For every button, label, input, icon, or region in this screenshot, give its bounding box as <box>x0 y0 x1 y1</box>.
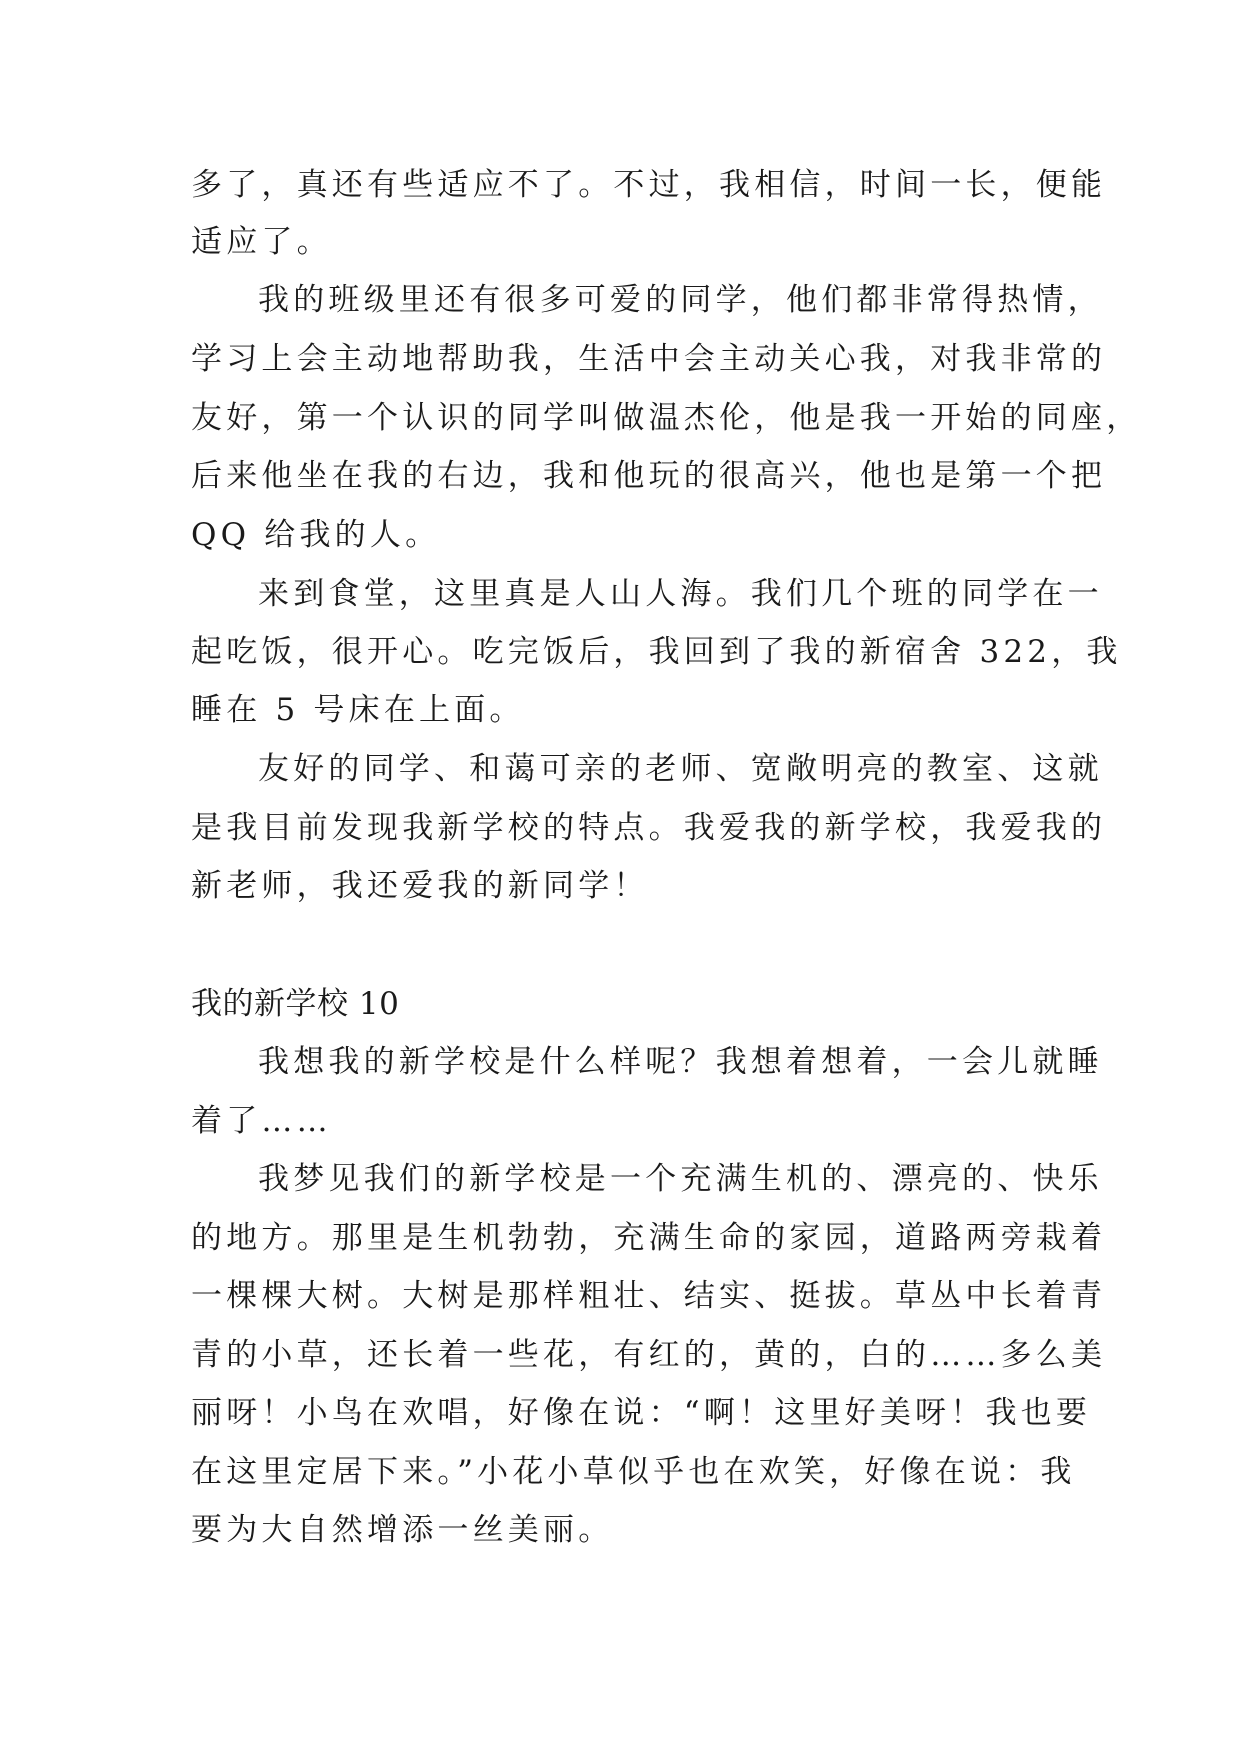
section-title: 我的新学校 10 <box>191 986 400 1022</box>
paragraph-start-line: 我想我的新学校是什么样呢？我想着想着，一会儿就睡 <box>258 1044 1103 1080</box>
text-line: 友好，第一个认识的同学叫做温杰伦，他是我一开始的同座， <box>191 400 1142 436</box>
text-line: 青的小草，还长着一些花，有红的，黄的，白的……多么美 <box>191 1337 1107 1373</box>
paragraph-start-line: 我梦见我们的新学校是一个充满生机的、漂亮的、快乐 <box>258 1161 1103 1197</box>
text-line: 新老师，我还爱我的新同学！ <box>191 868 649 904</box>
text-line: QQ 给我的人。 <box>191 517 441 553</box>
paragraph-start-line: 友好的同学、和蔼可亲的老师、宽敞明亮的教室、这就 <box>258 751 1103 787</box>
text-line: 要为大自然增添一丝美丽。 <box>191 1512 614 1548</box>
text-line: 学习上会主动地帮助我，生活中会主动关心我，对我非常的 <box>191 341 1107 377</box>
text-line: 睡在 5 号床在上面。 <box>191 692 525 728</box>
text-line: 丽呀！小鸟在欢唱，好像在说：“啊！这里好美呀！我也要 <box>191 1395 1092 1431</box>
paragraph-start-line: 来到食堂，这里真是人山人海。我们几个班的同学在一 <box>258 576 1103 612</box>
text-line: 起吃饭，很开心。吃完饭后，我回到了我的新宿舍 322，我 <box>191 634 1122 670</box>
text-line: 适应了。 <box>191 224 332 260</box>
text-line: 多了，真还有些适应不了。不过，我相信，时间一长，便能 <box>191 167 1107 203</box>
paragraph-start-line: 我的班级里还有很多可爱的同学，他们都非常得热情， <box>258 282 1103 318</box>
text-line: 着了…… <box>191 1103 332 1139</box>
text-line: 后来他坐在我的右边，我和他玩的很高兴，他也是第一个把 <box>191 458 1107 494</box>
text-line: 一棵棵大树。大树是那样粗壮、结实、挺拔。草丛中长着青 <box>191 1278 1107 1314</box>
text-line: 的地方。那里是生机勃勃，充满生命的家园，道路两旁栽着 <box>191 1220 1107 1256</box>
text-line: 在这里定居下来。”小花小草似乎也在欢笑，好像在说：我 <box>191 1454 1076 1490</box>
text-line: 是我目前发现我新学校的特点。我爱我的新学校，我爱我的 <box>191 810 1107 846</box>
